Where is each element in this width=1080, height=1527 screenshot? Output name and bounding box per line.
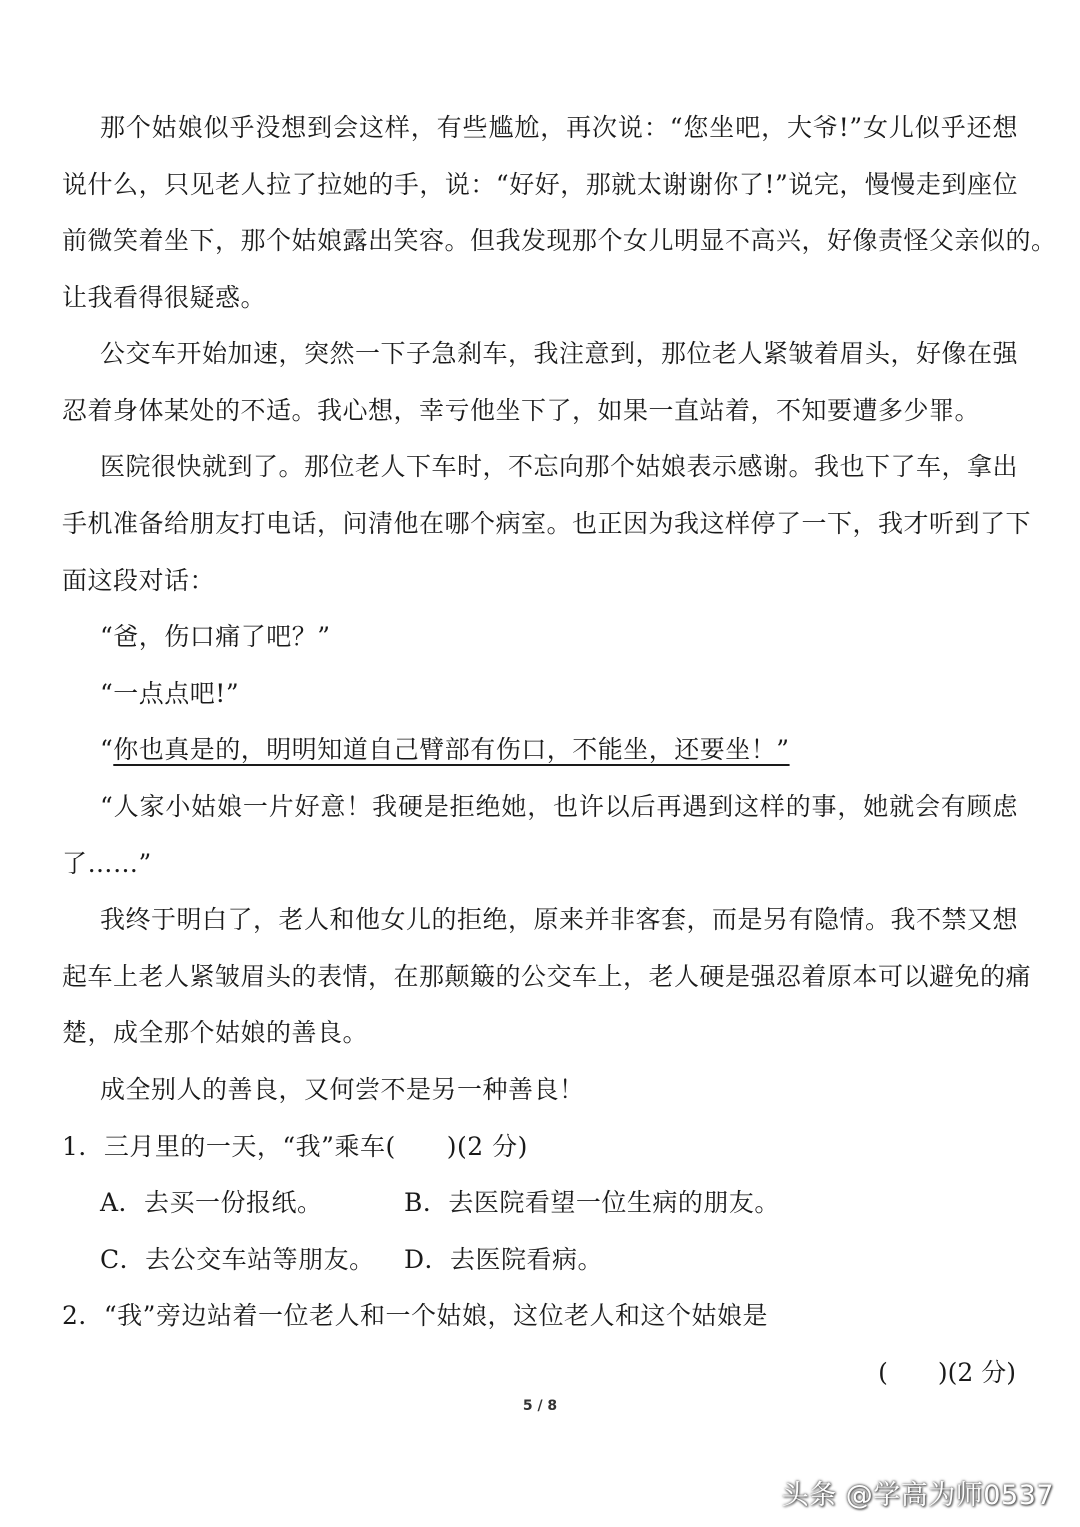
paragraph-3-line-1: 医院很快就到了。那位老人下车时，不忘向那个姑娘表示感谢。我也下了车，拿出 <box>100 452 1019 481</box>
page-number: 5 / 8 <box>522 1398 558 1414</box>
question-1-option-a: A．去买一份报纸。 <box>100 1188 323 1217</box>
paragraph-3-line-2: 手机准备给朋友打电话，问清他在哪个病室。也正因为我这样停了一下，我才听到了下 <box>62 509 1032 538</box>
question-1-option-b: B．去医院看望一位生病的朋友。 <box>404 1188 780 1217</box>
paragraph-1-line-3: 前微笑着坐下，那个姑娘露出笑容。但我发现那个女儿明显不高兴，好像责怪父亲似的。 <box>62 226 1057 255</box>
dialogue-4-line-1: “人家小姑娘一片好意！我硬是拒绝她，也许以后再遇到这样的事，她就会有顾虑 <box>100 792 1018 821</box>
paragraph-5: 成全别人的善良，又何尝不是另一种善良！ <box>100 1075 585 1104</box>
dialogue-1: “爸，伤口痛了吧？” <box>100 622 331 651</box>
paragraph-3-line-3: 面这段对话： <box>62 566 216 595</box>
watermark: 头条 @学高为师0537 <box>781 1480 1054 1511</box>
question-1-stem: 1．三月里的一天，“我”乘车( )(2 分) <box>62 1132 528 1161</box>
question-1-option-d: D．去医院看病。 <box>404 1245 604 1274</box>
question-1-option-c: C．去公交车站等朋友。 <box>100 1245 375 1274</box>
dialogue-4-line-2: 了……” <box>62 849 152 878</box>
paragraph-4-line-2: 起车上老人紧皱眉头的表情，在那颠簸的公交车上，老人硬是强忍着原本可以避免的痛 <box>62 962 1032 991</box>
question-2-answer-blank: ( )(2 分) <box>878 1358 1016 1387</box>
paragraph-4-line-3: 楚，成全那个姑娘的善良。 <box>62 1018 369 1047</box>
paragraph-1-line-2: 说什么，只见老人拉了拉她的手，说：“好好，那就太谢谢你了!”说完，慢慢走到座位 <box>62 170 1018 199</box>
dialogue-3 <box>100 735 790 765</box>
paragraph-4-line-1: 我终于明白了，老人和他女儿的拒绝，原来并非客套，而是另有隐情。我不禁又想 <box>100 905 1019 934</box>
question-2-stem: 2．“我”旁边站着一位老人和一个姑娘，这位老人和这个姑娘是 <box>62 1301 768 1330</box>
dialogue-3-open-quote: “ <box>100 735 114 764</box>
paragraph-1-line-1: 那个姑娘似乎没想到会这样，有些尴尬，再次说：“您坐吧，大爷!”女儿似乎还想 <box>100 113 1018 142</box>
dialogue-3-underlined-sentence: 你也真是的，明明知道自己臂部有伤口，不能坐，还要坐！” <box>113 735 790 764</box>
paragraph-1-line-4: 让我看得很疑惑。 <box>62 283 267 312</box>
paragraph-2-line-1: 公交车开始加速，突然一下子急刹车，我注意到，那位老人紧皱着眉头，好像在强 <box>100 339 1019 368</box>
dialogue-2: “一点点吧!” <box>100 679 240 708</box>
paragraph-2-line-2: 忍着身体某处的不适。我心想，幸亏他坐下了，如果一直站着，不知要遭多少罪。 <box>62 396 981 425</box>
